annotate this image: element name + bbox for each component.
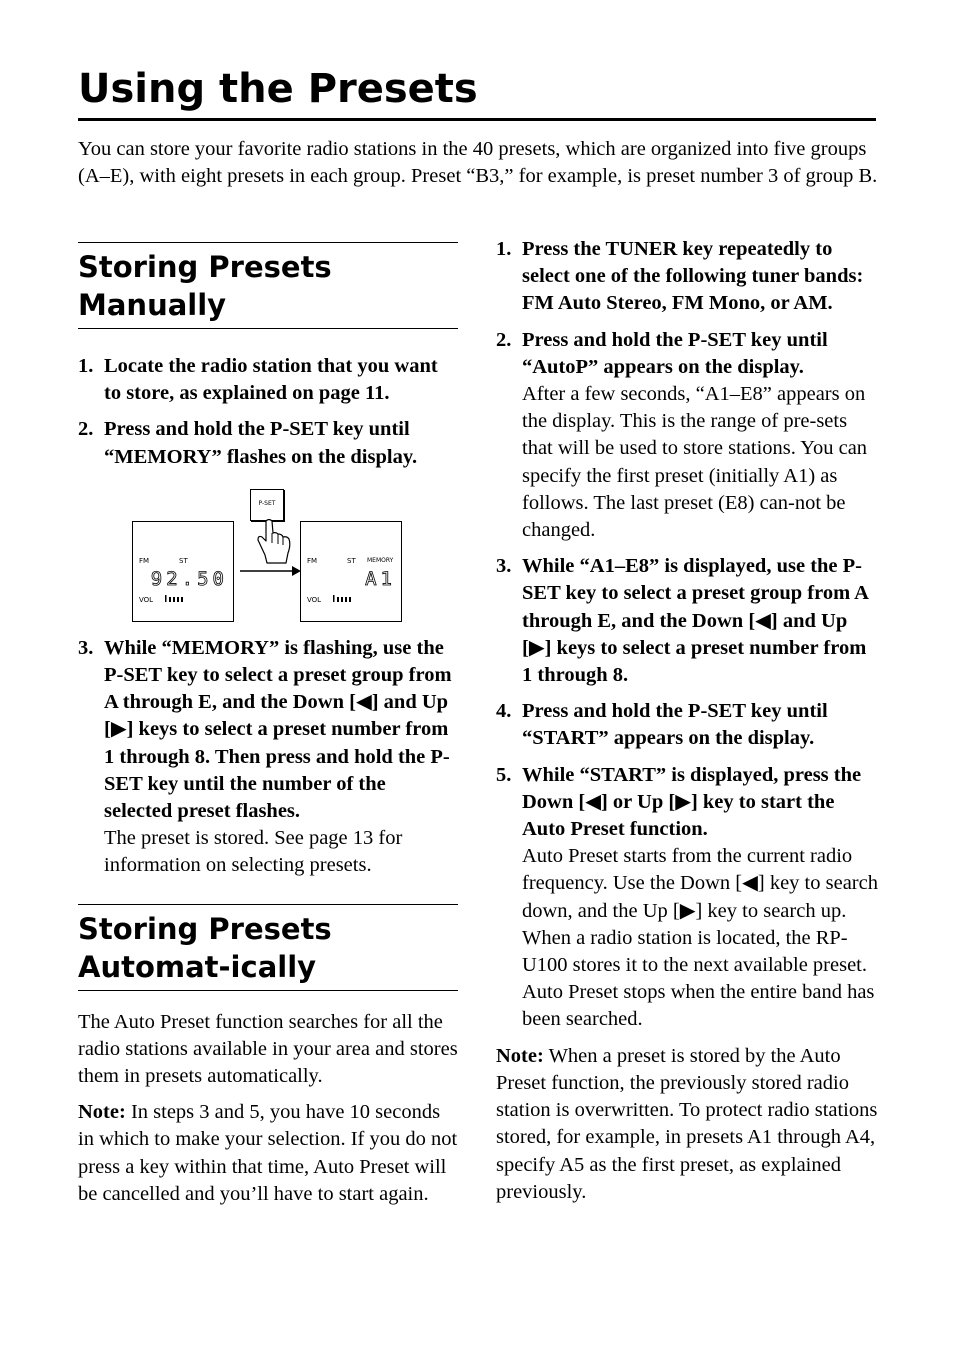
step-number: 1. (496, 238, 512, 260)
auto-step-5 (496, 762, 878, 1034)
frequency-readout: 92.50 (150, 567, 228, 590)
step-detail: After a few seconds, “A1–E8” appears on the display. This is the range of pre-sets that will be used to store stations. You can specify the first preset (initially A1) as follows. The last preset (E8) can-not be changed. (522, 383, 868, 542)
step-number: 3. (496, 555, 512, 578)
volume-label: VOL (139, 595, 154, 604)
page-title: Using the Presets (78, 66, 478, 112)
fm-indicator: FM (307, 556, 318, 565)
step-instruction: Locate the radio station that you want to store, as explained on page 11. (104, 355, 438, 405)
fm-indicator: FM (139, 556, 150, 565)
pset-key-graphic (250, 489, 284, 521)
auto-steps (496, 236, 878, 1034)
section-heading-auto: Storing Presets Automat-ically (78, 904, 458, 991)
stereo-indicator: ST (347, 556, 356, 565)
step-number: 4. (496, 700, 512, 723)
pressing-finger-icon (254, 519, 294, 565)
auto-step-4 (496, 698, 878, 752)
auto-description: The Auto Preset function searches for all the radio stations available in your area and stores them in presets automatically. (78, 1010, 458, 1088)
step-instruction: Press and hold the P-SET key until “MEMORY” flashes on the display. (104, 418, 418, 468)
preset-readout: A1 (365, 567, 396, 590)
note-text: When a preset is stored by the Auto Preset function, the previously stored radio station is overwritten. To protect radio stations stored, for example, in presets A1 through A4, specify A5 as the first preset, as explained previously. (496, 1044, 878, 1203)
final-note (496, 1043, 878, 1206)
manual-steps-continued (78, 635, 458, 880)
step-instruction: While “A1–E8” is displayed, use the P-SET key to select a preset group from A through E, and the Down [◀] and Up [▶] keys to select a preset number from 1 through 8. (522, 555, 868, 687)
manual-steps (78, 353, 458, 471)
lcd-display-after (300, 521, 402, 622)
display-illustration (78, 483, 458, 623)
note-label: Note: (496, 1044, 544, 1067)
manual-step-2 (78, 416, 458, 470)
auto-step-2 (496, 327, 878, 545)
step-instruction: While “START” is displayed, press the Down [◀] or Up [▶] key to start the Auto Preset function. (522, 763, 862, 841)
step-detail: Auto Preset starts from the current radio frequency. Use the Down [◀] key to search down, and the Up [▶] key to search up. When a radio station is located, the RP-U100 stores it to the next available preset. Auto Preset stops when the entire band has been searched. (522, 845, 878, 1031)
intro-paragraph: You can store your favorite radio stations in the 40 presets, which are organized into five groups (A–E), with eight presets in each group. Preset “B3,” for example, is preset number 3 of group B. (78, 138, 878, 188)
left-column (78, 242, 458, 1217)
pset-key-label: P-SET (258, 499, 276, 507)
note-text: In steps 3 and 5, you have 10 seconds in which to make your selection. If you do not press a key within that time, Auto Preset will be cancelled and you’ll have to start again. (78, 1101, 458, 1205)
step-instruction: Press the TUNER key repeatedly to select one of the following tuner bands: FM Auto Stereo, FM Mono, or AM. (522, 238, 864, 315)
auto-step-3 (496, 553, 878, 689)
step-instruction: Press and hold the P-SET key until “START” appears on the display. (522, 700, 828, 750)
step-detail: The preset is stored. See page 13 for information on selecting presets. (104, 827, 403, 877)
step-number: 3. (78, 636, 94, 659)
note-label: Note: (78, 1101, 126, 1124)
manual-step-3 (78, 635, 458, 880)
step-number: 2. (78, 418, 94, 441)
volume-label: VOL (307, 595, 322, 604)
manual-step-1 (78, 353, 458, 407)
stereo-indicator: ST (179, 556, 188, 565)
right-column (496, 236, 878, 1215)
lcd-display-before (132, 521, 234, 622)
auto-step-1 (496, 236, 878, 318)
volume-bars-icon (333, 595, 355, 602)
step-number: 2. (496, 328, 512, 351)
step-instruction: Press and hold the P-SET key until “AutoP” appears on the display. (522, 328, 828, 378)
section-heading-manual: Storing Presets Manually (78, 242, 458, 329)
step-number: 5. (496, 763, 512, 786)
step-number: 1. (78, 355, 94, 377)
step-instruction: While “MEMORY” is flashing, use the P-SET key to select a preset group from A through E, and the Down [◀] and Up [▶] keys to select a preset number from 1 through 8. Then press and hold the P-SET key until the number of the selected preset flashes. (104, 636, 452, 823)
memory-indicator: MEMORY (367, 556, 394, 564)
arrow-right-icon (238, 565, 302, 577)
title-rule (78, 118, 876, 121)
volume-bars-icon (165, 595, 187, 602)
auto-note (78, 1099, 458, 1208)
